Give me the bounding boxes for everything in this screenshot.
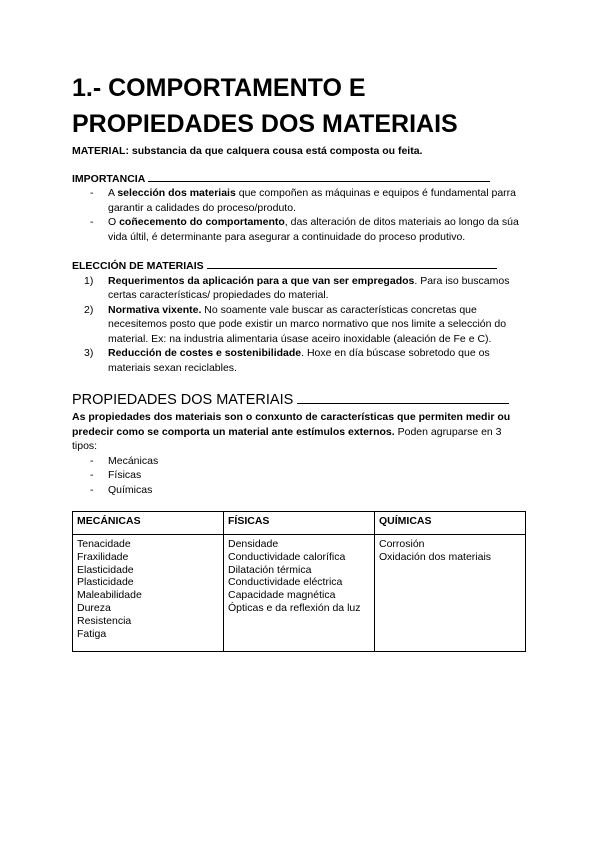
table-cell-mecanicas: Tenacidade Fraxilidade Elasticidade Plasticidade Maleabilidade Dureza Resistencia Fatiga: [73, 535, 224, 652]
list-item: - Físicas: [90, 469, 142, 481]
eleccion-heading-text: ELECCIÓN DE MATERIAIS: [72, 260, 204, 272]
properties-table: [72, 511, 526, 652]
list-item: 1) Requerimentos da aplicación para a que van ser empregados. Para iso buscamos certas características/ propiedades do material.: [84, 274, 510, 301]
material-definition: MATERIAL: substancia da que calquera cousa está composta ou feita.: [72, 145, 423, 157]
title: [72, 70, 528, 142]
title-line-1: 1.- COMPORTAMENTO E: [72, 74, 366, 102]
table-header-mecanicas: MECÁNICAS: [73, 512, 224, 535]
importancia-list: [72, 186, 528, 244]
document-page: [72, 70, 528, 652]
list-item: - A selección dos materiais que compoñen as máquinas e equipos é fundamental parra garantir a calidades do proceso/produto.: [90, 187, 517, 214]
importancia-heading: [72, 172, 528, 187]
eleccion-list: [72, 274, 528, 376]
list-item: - Mecánicas: [90, 454, 159, 467]
eleccion-heading: [72, 259, 528, 274]
table-cell-quimicas: Corrosión Oxidación dos materiais: [375, 535, 526, 652]
list-item: 2) Normativa vixente. No soamente vale buscar as características concretas que necesitemos posto que pode existir un marco normativo que nos limite a selección do material. Ex: na industria alimentaria úsase aceiro inoxidable (aleación de Fe e C).: [84, 303, 507, 345]
propiedades-heading: [72, 390, 528, 410]
types-list: [72, 454, 528, 498]
list-item: - O coñecemento do comportamento, das alteración de ditos materiais ao longo da súa vida últil, é determinante para asegurar a continuidade do proceso produtivo.: [90, 216, 519, 243]
propiedades-heading-text: PROPIEDADES DOS MATERIAIS: [72, 392, 294, 408]
propiedades-intro: As propiedades dos materiais son o conxunto de características que permiten medir ou predecir como se comporta un material ante estímulos externos. Poden agruparse en 3 tipos:: [72, 411, 511, 452]
table-header-quimicas: QUÍMICAS: [375, 512, 526, 535]
table-header-fisicas: FÍSICAS: [224, 512, 375, 535]
title-line-2: PROPIEDADES DOS MATERIAIS: [72, 110, 458, 138]
list-item: - Químicas: [90, 483, 153, 496]
importancia-heading-text: IMPORTANCIA: [72, 172, 145, 185]
table-cell-fisicas: Densidade Conductividade calorífica Dilatación térmica Conductividade eléctrica Capacidade magnética Ópticas e da reflexión da luz: [224, 535, 375, 652]
list-item: 3) Reducción de costes e sostenibilidade. Hoxe en día búscase sobretodo que os materiais sexan reciclables.: [84, 347, 490, 374]
